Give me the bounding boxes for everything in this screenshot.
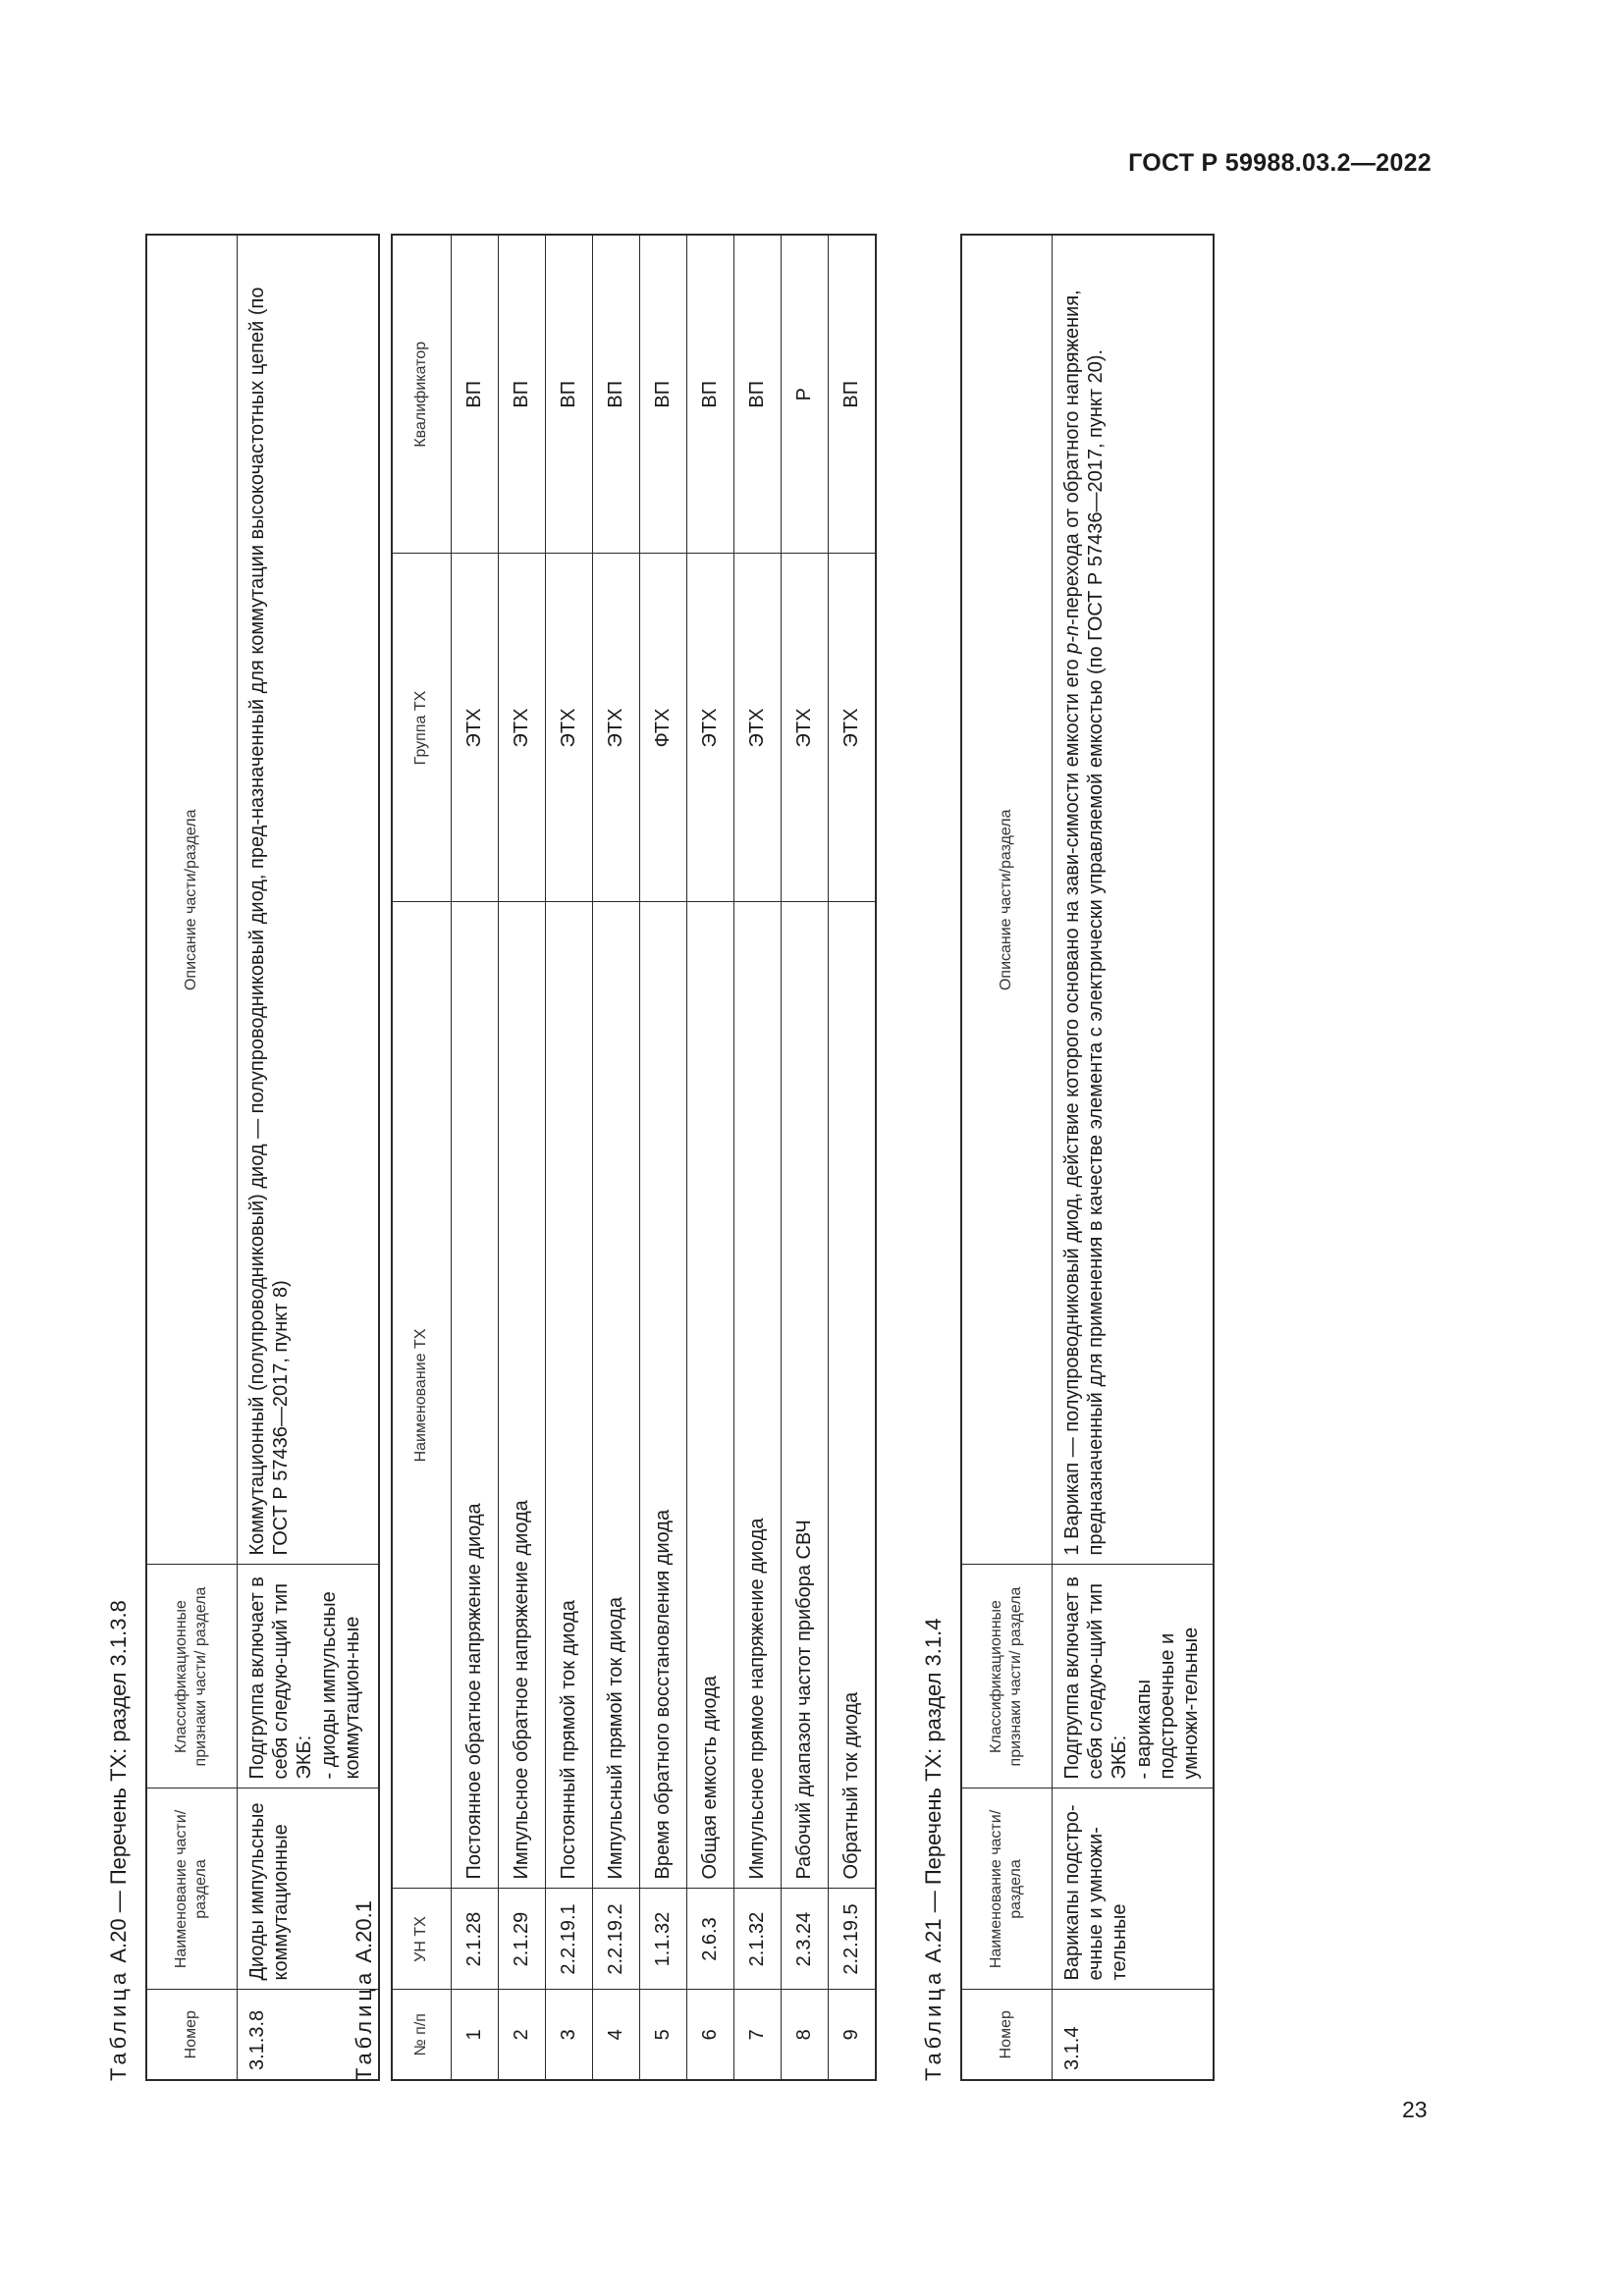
cell-description: 1 Варикап — полупроводниковый диод, действие которого основано на зави-симости емкости его p-n-перехода от обратного напряжения, предназначенный для применения в качестве элемента с электрически управляемой емкостью (по ГОСТ Р 57436—2017, пункт 20). <box>1052 235 1214 1565</box>
col-header-index: № п/п <box>392 1990 451 2080</box>
table-row: 2 2.1.29 Импульсное обратное напряжение диода ЭТХ ВП <box>498 235 545 2080</box>
col-header-description: Описание части/раздела <box>961 235 1052 1565</box>
table-row: 9 2.2.19.5 Обратный ток диода ЭТХ ВП <box>828 235 876 2080</box>
col-header-name: Наименование части/ раздела <box>146 1789 237 1990</box>
col-header-description: Описание части/раздела <box>146 235 237 1565</box>
table-row: 7 2.1.32 Импульсное прямое напряжение диода ЭТХ ВП <box>733 235 781 2080</box>
col-header-name: Наименование ТХ <box>392 902 451 1889</box>
col-header-features: Классификационные признаки части/ раздела <box>961 1565 1052 1789</box>
table-row: 3 2.2.19.1 Постоянный прямой ток диода ЭТХ ВП <box>545 235 592 2080</box>
table-row: 5 1.1.32 Время обратного восстановления диода ФТХ ВП <box>639 235 686 2080</box>
cell-number: 3.1.3.8 <box>237 1990 379 2080</box>
col-header-qualifier: Квалификатор <box>392 235 451 554</box>
table-a21 <box>960 234 1215 2081</box>
col-header-features: Классификационные признаки части/ раздела <box>146 1565 237 1789</box>
table-row: 1 2.1.28 Постоянное обратное напряжение диода ЭТХ ВП <box>451 235 498 2080</box>
cell-name: Диоды импульсные коммутационные <box>237 1789 379 1990</box>
table-row: 4 2.2.19.2 Импульсный прямой ток диода ЭТХ ВП <box>592 235 639 2080</box>
table-row: 8 2.3.24 Рабочий диапазон частот прибора СВЧ ЭТХ Р <box>781 235 828 2080</box>
document-code: ГОСТ Р 59988.03.2—2022 <box>1128 149 1432 177</box>
table-row <box>237 235 379 2080</box>
table-row <box>1052 235 1214 2080</box>
col-header-number: Номер <box>146 1990 237 2080</box>
col-header-number: Номер <box>961 1990 1052 2080</box>
table-a20-caption: Таблица А.20 — Перечень ТХ: раздел 3.1.3.8 <box>106 1600 131 2081</box>
cell-features: Подгруппа включает в себя следую-щий тип ЭКБ: - варикапы подстроечные и умножи-тельные <box>1052 1565 1214 1789</box>
table-a21-caption: Таблица А.21 — Перечень ТХ: раздел 3.1.4 <box>921 1618 946 2081</box>
rotated-content <box>106 236 1203 2081</box>
col-header-group: Группа ТХ <box>392 554 451 902</box>
cell-description: Коммутационный (полупроводниковый) диод — полупроводниковый диод, пред-назначенный для коммутации высокочастотных цепей (по ГОСТ Р 57436—2017, пункт 8) <box>237 235 379 1565</box>
page-number: 23 <box>1402 2097 1428 2122</box>
table-row: 6 2.6.3 Общая емкость диода ЭТХ ВП <box>686 235 733 2080</box>
cell-number: 3.1.4 <box>1052 1990 1214 2080</box>
cell-name: Варикапы подстро-ечные и умножи-тельные <box>1052 1789 1214 1990</box>
table-a20-1-caption: Таблица А.20.1 <box>352 1900 376 2081</box>
table-a20-1 <box>391 234 877 2081</box>
cell-features: Подгруппа включает в себя следую-щий тип ЭКБ: - диоды импульсные коммутацион-ные <box>237 1565 379 1789</box>
col-header-code: УН ТХ <box>392 1889 451 1990</box>
table-a20 <box>145 234 380 2081</box>
col-header-name: Наименование части/ раздела <box>961 1789 1052 1990</box>
